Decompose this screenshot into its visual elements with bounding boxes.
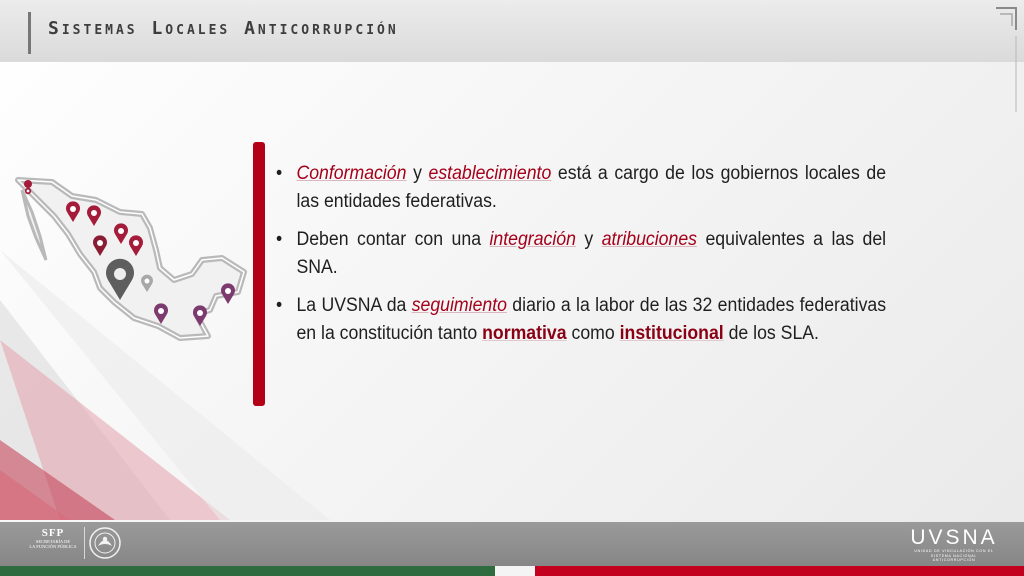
- bullet-item: [276, 226, 886, 282]
- highlighted-term: integración: [489, 229, 576, 250]
- bullet-dot: •: [276, 295, 283, 316]
- text-run: diario a la labor de las 32 entidades federativas en la constitución tanto: [296, 295, 887, 344]
- text-run: como: [566, 323, 620, 344]
- bullet-item: [276, 292, 886, 348]
- sfp-logo-subtitle-1: SECRETARÍA DE: [35, 539, 71, 544]
- corner-ornament-icon: [994, 4, 1018, 116]
- slide-title: Sistemas Locales Anticorrupción: [48, 18, 399, 39]
- header-accent-bar: [28, 12, 31, 54]
- highlighted-term: institucional: [619, 323, 724, 344]
- uvsna-logo-tagline-1: UNIDAD DE VINCULACIÓN CON EL: [914, 549, 994, 553]
- highlighted-term: atribuciones: [601, 229, 697, 250]
- text-run: La UVSNA da: [296, 295, 412, 316]
- highlighted-term: establecimiento: [428, 163, 552, 184]
- logo-divider: [84, 527, 85, 559]
- footer-strip-green: [0, 566, 495, 576]
- bullet-text: [296, 226, 886, 282]
- text-run: está a cargo de los gobiernos locales de las entidades federativas.: [296, 163, 887, 212]
- footer-strip-red: [535, 566, 1024, 576]
- header: [0, 0, 1024, 62]
- footer: [0, 522, 1024, 566]
- text-run: y: [406, 163, 429, 184]
- location-pin-icon: [221, 283, 235, 304]
- bullet-dot: •: [276, 163, 283, 184]
- footer-strip-white: [495, 566, 535, 576]
- bullet-list: [276, 160, 886, 358]
- map-icon: [10, 176, 260, 346]
- uvsna-logo-tagline-2: SISTEMA NACIONAL ANTICORRUPCIÓN: [930, 553, 978, 562]
- bullet-text: [296, 160, 886, 216]
- sfp-logo: [22, 527, 84, 557]
- uvsna-logo-name: UVSNA: [910, 526, 998, 549]
- sfp-logo-title: SFP: [41, 527, 65, 539]
- bullet-dot: •: [276, 229, 283, 250]
- text-run: equivalentes a las del SNA.: [296, 229, 887, 278]
- bullet-item: [276, 160, 886, 216]
- accent-bar: [253, 142, 265, 406]
- bullet-text: [296, 292, 886, 348]
- text-run: de los SLA.: [723, 323, 819, 344]
- seal-icon: [88, 526, 122, 560]
- text-run: Deben contar con una: [296, 229, 490, 250]
- sfp-logo-subtitle-2: LA FUNCIÓN PÚBLICA: [29, 544, 77, 549]
- highlighted-term: normativa: [482, 323, 567, 344]
- text-run: y: [575, 229, 602, 250]
- highlighted-term: seguimiento: [411, 295, 507, 316]
- uvsna-logo: [910, 527, 998, 561]
- highlighted-term: Conformación: [296, 163, 407, 184]
